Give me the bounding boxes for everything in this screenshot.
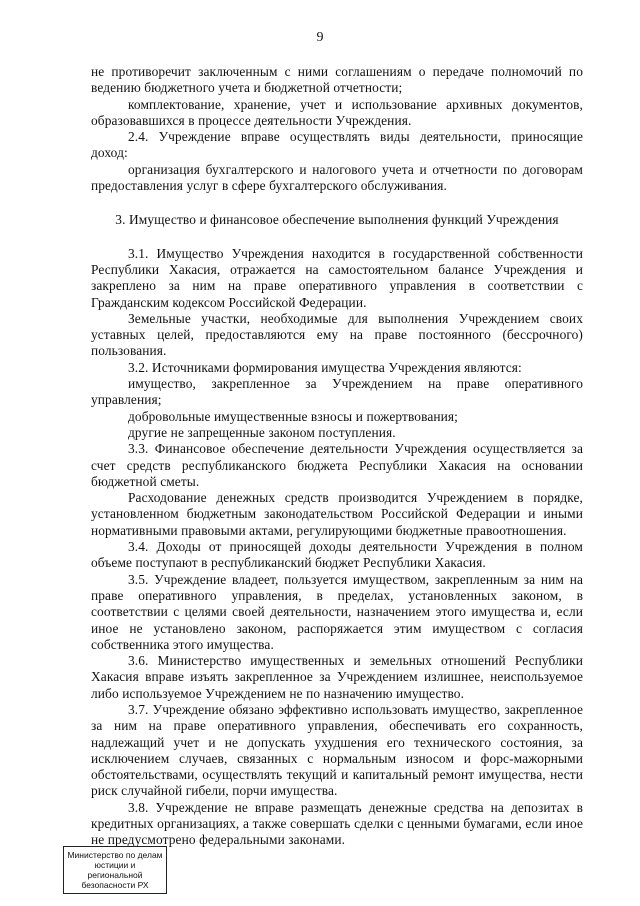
paragraph: 3.3. Финансовое обеспечение деятельности Учреждения осуществляется за счет средств республиканского бюджета Республики Хакасия на основании бюджетной сметы. <box>91 441 583 489</box>
section-heading: 3. Имущество и финансовое обеспечение выполнения функций Учреждения <box>115 212 559 228</box>
paragraph: другие не запрещенные законом поступления. <box>128 424 396 440</box>
paragraph: комплектование, хранение, учет и использование архивных документов, образовавшихся в процессе деятельности Учреждения. <box>91 96 583 128</box>
paragraph: имущество, закрепленное за Учреждением на праве оперативного управления; <box>91 376 583 408</box>
paragraph: Расходование денежных средств производится Учреждением в порядке, установленном бюджетным законодательством Российской Федерации и иными нормативными правовыми актами, регулирующими бюджетные правоотношения. <box>91 490 583 538</box>
stamp-line: безопасности РХ <box>81 880 149 890</box>
paragraph: добровольные имущественные взносы и пожертвования; <box>128 408 458 424</box>
paragraph: 3.6. Министерство имущественных и земельных отношений Республики Хакасия вправе изъять закрепленное за Учреждением излишнее, неиспользуемое либо используемое Учреждением не по назначению имущество. <box>91 653 583 701</box>
paragraph: 3.2. Источниками формирования имущества Учреждения являются: <box>128 359 522 375</box>
stamp-line: юстиции и региональной <box>87 860 143 880</box>
document-body <box>91 64 583 849</box>
paragraph: организация бухгалтерского и налогового учета и отчетности по договорам предоставления услуг в сфере бухгалтерского обслуживания. <box>91 161 583 194</box>
paragraph: 2.4. Учреждение вправе осуществлять виды деятельности, приносящие доход: <box>91 129 583 161</box>
paragraph: не противоречит заключенным с ними соглашениям о передаче полномочий по ведению бюджетного учета и бюджетной отчетности; <box>91 64 583 96</box>
paragraph: 3.1. Имущество Учреждения находится в государственной собственности Республики Хакасия, отражается на самостоятельном балансе Учреждения и закреплено за ним на праве оперативного управления в соответствии с Гражданским кодексом Российской Федерации. <box>91 245 583 310</box>
paragraph: 3.4. Доходы от приносящей доходы деятельности Учреждения в полном объеме поступают в республиканский бюджет Республики Хакасия. <box>91 539 583 571</box>
paragraph: 3.7. Учреждение обязано эффективно использовать имущество, закрепленное за ним на праве оперативного управления, обеспечивать его сохранность, надлежащий учет и не допускать ухудшения его технического состояния, за исключением случаев, связанных с нормальным износом и форс-мажорными обстоятельствами, осуществлять текущий и капитальный ремонт имущества, нести риск случайной гибели, порчи имущества. <box>91 701 583 799</box>
ministry-stamp <box>63 846 167 894</box>
paragraph: Земельные участки, необходимые для выполнения Учреждением своих уставных целей, предоставляются ему на праве постоянного (бессрочного) пользования. <box>91 310 583 359</box>
paragraph: 3.8. Учреждение не вправе размещать денежные средства на депозитах в кредитных организациях, а также совершать сделки с ценными бумагами, если иное не предусмотрено федеральными законами. <box>91 799 583 848</box>
stamp-line: Министерство по делам <box>67 850 163 860</box>
paragraph: 3.5. Учреждение владеет, пользуется имуществом, закрепленным за ним на праве оперативного управления, в пределах, установленных законом, в соответствии с целями своей деятельности, назначением этого имущества и, если иное не установлено законом, распоряжается этим имуществом с согласия собственника этого имущества. <box>91 571 583 652</box>
page-number: 9 <box>316 30 324 45</box>
